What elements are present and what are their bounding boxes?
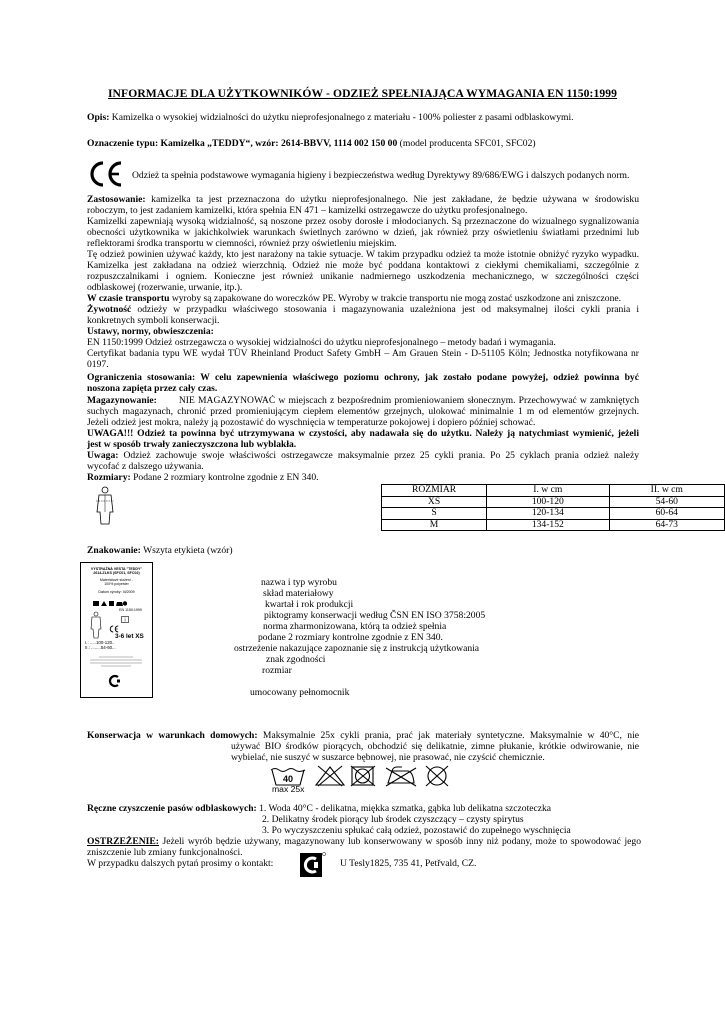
table-row	[382, 519, 725, 531]
contact-text: W przypadku dalszych pytań prosimy o kontakt:	[87, 858, 274, 869]
svg-text:i: i	[124, 617, 126, 623]
table-cell: S	[382, 508, 487, 520]
label-fine-print	[87, 656, 145, 668]
limitations-line-2: noszona zapięta przez cały czas.	[87, 383, 218, 394]
caution-line-1: OSTRZEŻENIE: Jeżeli wyrób będzie używany, magazynowany lub konserwowany w sposób inny niż podany, może to spowodować jego	[87, 836, 641, 847]
marking-note: nazwa i typ wyrobu	[261, 577, 337, 588]
storage-line-3: Jeżeli odzież jest mokra, należy ją pozostawić do wyschnięcia w temperaturze pokojowej i dopiero później schować.	[87, 417, 536, 428]
care-line-1: Konserwacja w warunkach domowych: Maksymalnie 25x cykli prania, prać jak materiały syntetyczne. Maksymalnie w 40°C, nie	[87, 730, 639, 741]
label-production-date: Datum výroby: III/2009	[98, 590, 135, 594]
care-line-3: wybielać, nie suszyć w suszarce bębnowej, nie prasować, nie czyścić chemicznie.	[231, 752, 545, 763]
limitations-line-1: Ograniczenia stosowania: W celu zapewnienia właściwego poziomu ochrony, jak zostało podane powyżej, odzież powinna być	[87, 372, 639, 383]
caution-line-2: zniszczenie lub zmiany funkcjonalności.	[87, 847, 243, 858]
wash-40-icon	[270, 766, 306, 786]
table-cell: 120-134	[487, 508, 609, 520]
marking-note: ostrzeżenie nakazujące zapoznanie się z instrukcją użytkowania	[234, 643, 480, 654]
marking-note: skład materiałowy	[263, 588, 334, 599]
sewn-label-sample	[80, 562, 153, 698]
manual-cleaning-line-1: Ręczne czyszczenie pasów odblaskowych: 1. Woda 40°C - delikatna, miękka szmatka, gąbka lub delikatna szczoteczka	[87, 803, 552, 814]
table-row	[382, 508, 725, 520]
vest-measurement-icon	[92, 486, 118, 526]
no-dry-clean-icon	[424, 765, 450, 787]
ce-mark-icon	[88, 160, 124, 188]
description-line: Opis: Kamizelka o wysokiej widzialności do użytku nieprofesjonalnego z materiału - 100% poliester z pasami odblaskowymi.	[87, 112, 574, 123]
standards-line-3: 0197.	[87, 359, 109, 370]
table-cell: M	[382, 519, 487, 531]
read-instructions-icon	[121, 616, 129, 623]
contact-address: U Tesly1825, 735 41, Petřvald, CZ.	[340, 858, 477, 869]
standards-heading: Ustawy, normy, obwieszczenia:	[87, 326, 214, 337]
application-line-5: reflektorami środka transportu w ciemności, również przy oświetleniu miejskim.	[87, 238, 397, 249]
table-header-row	[382, 485, 725, 497]
sizes-line: Rozmiary: Podane 2 rozmiary kontrolne zgodnie z EN 340.	[87, 472, 319, 483]
label-size: 3-6 let XS	[115, 633, 144, 640]
label-ce-icon	[109, 625, 119, 633]
storage-line-1: Magazynowanie: NIE MAGAZYNOWAĆ w miejscach z bezpośrednim promieniowaniem słonecznym. Przechowywać w zamkniętych	[87, 395, 639, 406]
transport-line: W czasie transportu wyroby są zapakowane do woreczków PE. Wyroby w trakcie transportu nie mogą zostać uszkodzone ani zniszczone.	[87, 293, 622, 304]
no-bleach-icon	[314, 765, 346, 787]
care-line-2: używać BIO środków piorących, obchodzić się delikatnie, zimne płukanie, krótkie odwirowanie, nie	[231, 741, 639, 752]
wash-caption: max 25x	[272, 784, 305, 794]
label-vest-icon	[88, 611, 104, 639]
table-cell: 134-152	[487, 519, 609, 531]
label-norm: EN 1150:1999	[119, 608, 142, 612]
manual-cleaning-line-2: 2. Delikatny środek piorący lub środek czyszczący – czysty spirytus	[262, 814, 524, 825]
marking-note: rozmiar	[262, 665, 292, 676]
note-line-1: Uwaga: Odzież zachowuje swoje właściwości ostrzegawcze maksymalnie przez 25 cykli prania. Po 25 cyklach prania odzież należy	[87, 450, 639, 461]
label-material-value: 100% polyester	[104, 582, 129, 586]
label-product-name: VÝSTRAŽNÁ VESTA "TEDDY"	[90, 567, 143, 571]
table-cell: 64-73	[609, 519, 724, 531]
authorized-rep-logo-icon	[108, 674, 122, 688]
table-header: II. w cm	[609, 485, 724, 497]
marking-note: kwartał i rok produkcji	[265, 599, 354, 610]
marking-note: podane 2 rozmiary kontrolne zgodnie z EN 340.	[258, 632, 443, 643]
table-header: I. w cm	[487, 485, 609, 497]
table-header: ROZMIAR	[382, 485, 487, 497]
application-line-1: Zastosowanie: kamizelka ta jest przeznaczona do użytku nieprofesjonalnego. Nie jest zakładane, że będzie używana w środowisku	[87, 194, 639, 205]
application-line-3: Kamizelki zapewniają wysoką widzialność, są noszone przez osoby dorosłe i młodocianych. Są przeznaczone do wizualnego sygnalizowania	[87, 216, 639, 227]
note-line-2: wycofać z dalszego używania.	[87, 461, 204, 472]
label-product-code: 2614-ZLKS (SFC01, SFC02)	[93, 571, 140, 575]
application-line-4: obecności użytkownika w jakichkolwiek warunkach świetlnych zarówno w dzień, jak również przy oświetleniu światłami przednimi lub	[87, 227, 639, 238]
table-cell: 100-120	[487, 496, 609, 508]
table-cell: 54-60	[609, 496, 724, 508]
table-cell: 60-64	[609, 508, 724, 520]
label-measure-2: II.: ........54-60...	[85, 645, 116, 650]
warning-line-1: UWAGA!!! Odzież ta powinna być utrzymywana w czystości, aby nadawała się do użytku. Należy ją natychmiast wymienić, jeżeli	[87, 428, 639, 439]
table-cell: XS	[382, 496, 487, 508]
ce-statement: Odzież ta spełnia podstawowe wymagania higieny i bezpieczeństwa według Dyrektywy 89/686/EWG i dalszych podanych norm.	[132, 170, 630, 181]
table-row	[382, 496, 725, 508]
standards-line-1: EN 1150:1999 Odzież ostrzegawcza o wysokiej widzialności do użytku nieprofesjonalnego – metody badań i wymagania.	[87, 337, 556, 348]
warning-line-2: jest w sposób trwały zanieczyszczona lub wyblakła.	[87, 439, 297, 450]
svg-text:40: 40	[282, 774, 294, 784]
application-line-8: rozpuszczalnikami i ogniem. Konieczne jest również unikanie nadmiernego uszkodzenia mechanicznego, w szczególności części	[87, 271, 639, 282]
marking-note: umocowany pełnomocnik	[250, 687, 350, 698]
storage-line-2: suchych magazynach, chronić przed promieniującym ciepłem elementów grzejnych, ulokować minimalnie 1 m od elementów grzejnych.	[87, 406, 639, 417]
application-line-9: odblaskowej (rozerwanie, urwanie, itp.).	[87, 282, 243, 293]
manual-cleaning-line-3: 3. Po wyczyszczeniu spłukać całą odzież, pozostawić do zupełnego wyschnięcia	[262, 825, 571, 836]
label-care-icons	[93, 600, 127, 607]
company-logo-icon	[300, 851, 326, 879]
lifetime-line-1: Żywotność odzieży w przypadku właściwego stosowania i magazynowania uzależniona jest od maksymalnej ilości cykli prania i	[87, 304, 639, 315]
marking-note: piktogramy konserwacji według ČSN EN ISO 3758:2005	[264, 610, 486, 621]
label-measure-1: I.: .....100-120..	[85, 640, 115, 645]
marking-line: Znakowanie: Wszyta etykieta (wzór)	[87, 545, 233, 556]
standards-line-2: Certyfikat badania typu WE wydał TÜV Rheinland Product Safety GmbH – Am Grauen Stein - D-51105 Köln; Jednostka notyfikowana nr	[87, 348, 639, 359]
no-iron-icon	[382, 765, 418, 787]
lifetime-line-2: konkretnych symboli konserwacji.	[87, 315, 220, 326]
application-line-2: roboczym, to jest zadaniem kamizelki, która spełnia EN 471 – kamizelki ostrzegawcze do użytku profesjonalnego.	[87, 205, 528, 216]
label-material: Materiálové složení -	[99, 578, 134, 582]
marking-note: znak zgodności	[266, 654, 326, 665]
no-tumble-dry-icon	[350, 765, 376, 787]
application-line-7: Kamizelka jest zakładana na odzież wierzchnią. Odzież nie może być poddana kontaktowi z ciekłymi chemikaliami, szczególnie z	[87, 260, 639, 271]
type-designation-line: Oznaczenie typu: Kamizelka „TEDDY“, wzór: 2614-BBVV, 1114 002 150 00 (model producenta SFC01, SFC02)	[87, 138, 536, 149]
size-table	[381, 484, 725, 531]
page-title: INFORMACJE DLA UŻYTKOWNIKÓW - ODZIEŻ SPEŁNIAJĄCA WYMAGANIA EN 1150:1999	[107, 87, 618, 100]
marking-note: norma zharmonizowana, którą ta odzież spełnia	[263, 621, 447, 632]
application-line-6: Tę odzież powinien używać każdy, kto jest narażony na takie sytuacje. W takim przypadku odzież ta może istotnie obniżyć ryzyko wypadku.	[87, 249, 639, 260]
